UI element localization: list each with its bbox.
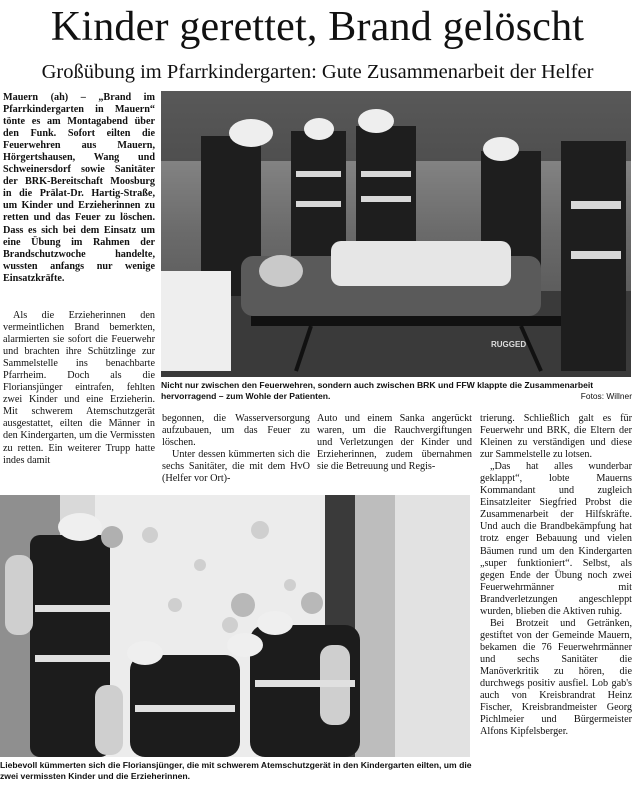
col4-paragraph-1: trierung. Schließlich galt es für Feuerwehr und BRK, die Eltern der Kleinen zu verständigen und diese zur Sammelstelle zu lotsen. <box>480 413 632 461</box>
col2-paragraph: begonnen, die Wasserversorgung aufzubauen, um das Feuer zu löschen. <box>162 413 310 449</box>
col1-paragraph: Als die Erzieherinnen den vermeintlichen Brand bemerkten, alarmierten sie sofort die Feuerwehr und brachten ihre Schützlinge zur Sammelstelle ins benachbarte Pfarrheim. Doch als die Floriansjünger eintrafen, fehlten zwei Kinder und eine Erzieherin. Mit schwerem Atemschutzgerät ausgestattet, eilten die Männer in den Kindergarten, um die Vermissten zu retten. Ein weiterer Trupp hatte indes damit <box>3 310 155 466</box>
col2-paragraph-2: Unter dessen kümmerten sich die sechs Sanitäter, die mit dem HvO (Helfer vor Ort)- <box>162 449 310 485</box>
col4-paragraph-2: „Das hat alles wunderbar geklappt“, lobte Mauerns Kommandant und zugleich Einsatzleiter Siegfried Probst die Zusammenarbeit der Hilfskräfte. Und auch die Brandbekämpfung hat trotz enger Bebauung und vielen Bäumen rund um den Kindergarten „super funktioniert“. Selbst, als gegen Ende der Übung noch zwei Feuerwehrmänner mit Brandverletzungen angeschleppt wurden, blieben die Aktiven ruhig. <box>480 461 632 617</box>
col4-paragraph-3: Bei Brotzeit und Getränken, gestiftet von der Gemeinde Mauern, bekamen die 76 Feuerwehrmänner und sechs Sanitäter die Manöverkritik zu hören, die durchwegs positiv ausfiel. Lob gab's auch von Kreisbrandrat Heinz Fischer, Kreisbrandmeister Georg Pichlmeier und Bürgermeister Alfons Kipfelsberger. <box>480 617 632 738</box>
col3-paragraph: Auto und einem Sanka angerückt waren, um die Rauchvergiftungen und Verletzungen der Kinder und Erzieherinnen, zudem übernahmen sie die Betreuung und Regis- <box>317 413 472 473</box>
col3-body <box>317 413 472 485</box>
col2-body <box>162 413 310 485</box>
col1-body <box>3 310 155 490</box>
svg-text:RUGGED: RUGGED <box>491 340 527 349</box>
photo-credit: Fotos: Willner <box>580 391 632 401</box>
photo2-caption: Liebevoll kümmerten sich die Floriansjünger, die mit schwerem Atemschutzgerät in den Kindergarten eilten, um die zwei vermissten Kinder und die Erzieherinnen. <box>0 760 472 781</box>
photo1-caption: Nicht nur zwischen den Feuerwehren, sondern auch zwischen BRK und FFW klappte die Zusammenarbeit hervorragend – zum Wohle der Patienten. <box>161 380 594 401</box>
col4-body <box>480 413 632 793</box>
headline: Kinder gerettet, Brand gelöscht <box>50 4 585 50</box>
lead-text: Mauern (ah) – „Brand im Pfarrkindergarten in Mauern“ tönte es am Montagabend über den Funk. Sofort eilten die Feuerwehren aus Mauern, Hörgertshausen, Wang und Schweinersdorf sowie Sanitäter der BRK-Bereitschaft Moosburg in die Prälat-Dr. Hartig-Straße, um Kinder und Erzieherinnen zu retten und das Feuer zu löschen. Dass es sich bei dem Einsatz um eine Übung im Rahmen der Brandschutzwoche handelte, wussten anfangs nur wenige Einsatzkräfte. <box>3 92 155 284</box>
subheadline: Großübung im Pfarrkindergarten: Gute Zusammenarbeit der Helfer <box>41 61 594 83</box>
photo-kindergarten-rescue <box>0 495 470 757</box>
photo-stretcher-rescue <box>161 91 631 377</box>
lead-paragraph <box>3 92 155 304</box>
